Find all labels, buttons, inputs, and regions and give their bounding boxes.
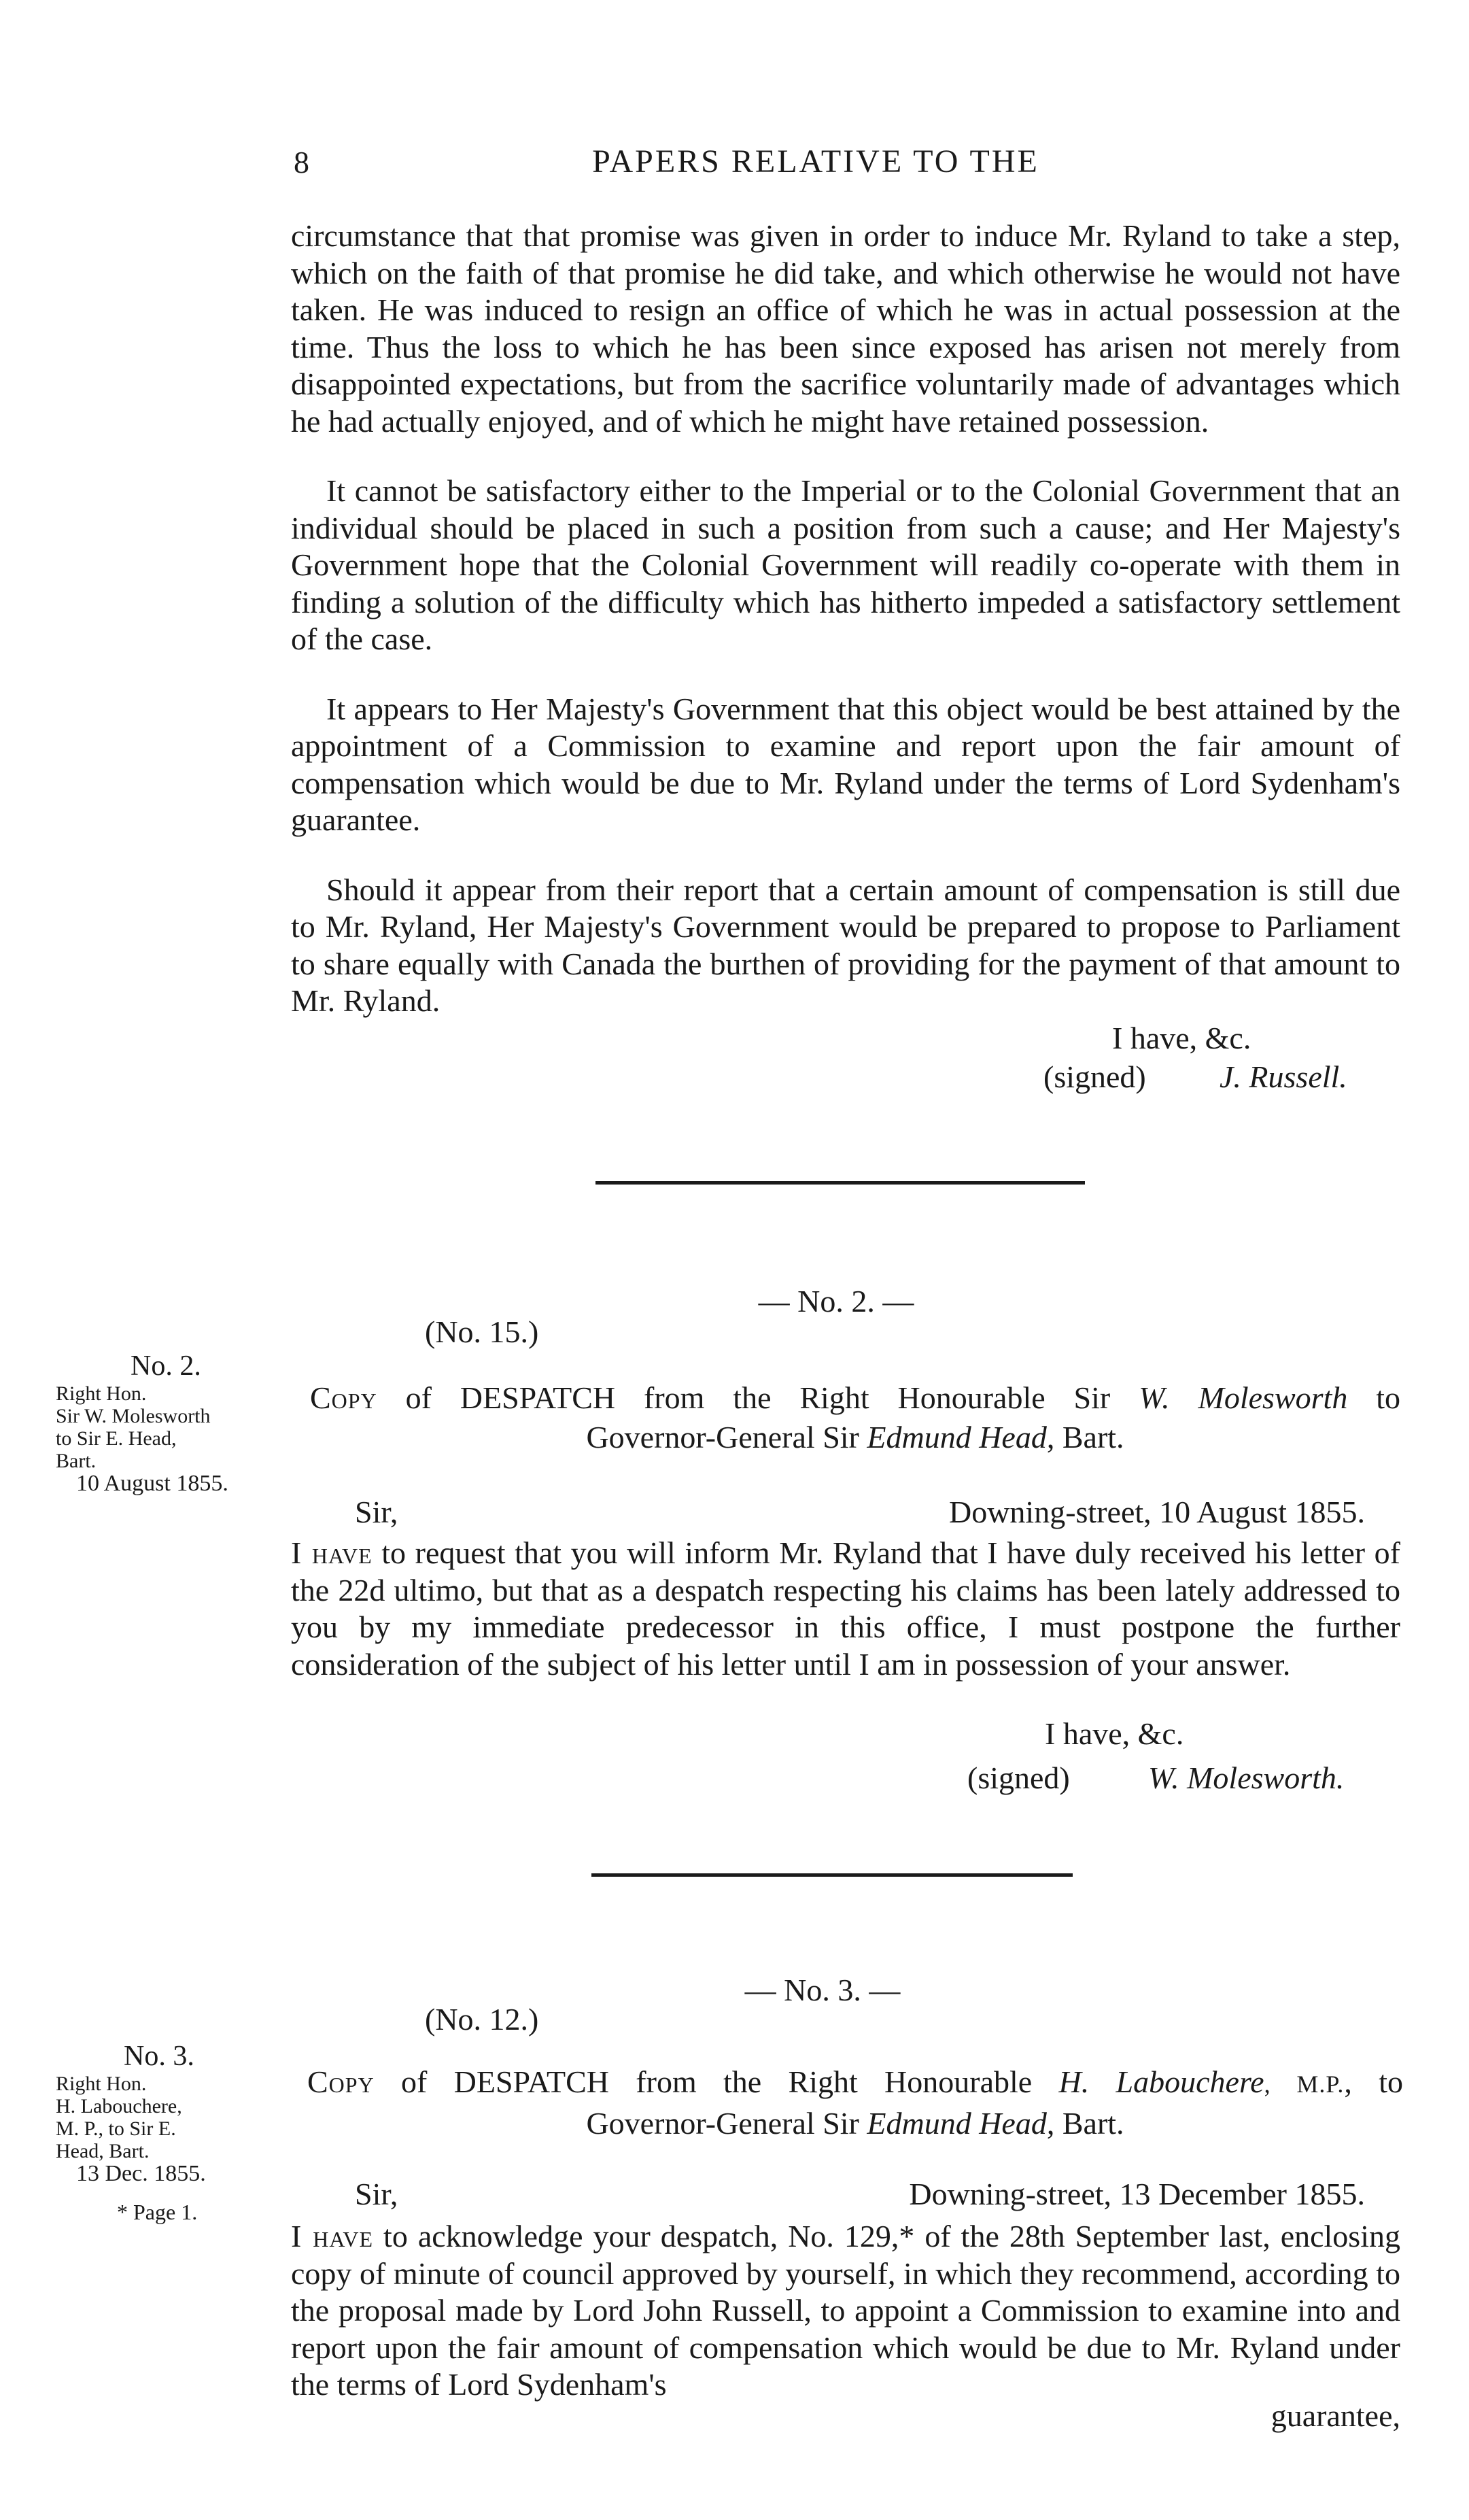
title-text: to [1347,1380,1400,1415]
title-name: Edmund Head [867,1420,1047,1454]
signed-label: (signed) [1043,1059,1146,1094]
margin-line: to Sir E. Head, [56,1427,177,1450]
margin-line: Sir W. Molesworth [56,1405,211,1427]
lead-in: I have [291,2219,374,2253]
despatch-number: (No. 15.) [425,1314,539,1349]
despatch-title [307,2062,1403,2143]
despatch-body [291,2218,1400,2404]
section-heading: — No. 2. — [758,1284,914,1318]
margin-line: Head, Bart. [56,2140,150,2162]
section-rule [591,1873,1073,1877]
margin-note [56,1350,287,1495]
despatch-title [310,1378,1400,1457]
margin-date: 13 Dec. 1855. [76,2161,206,2186]
place-date: Downing-street, 13 December 1855. [909,2177,1365,2211]
closing: I have, &c. [1112,1021,1251,1055]
margin-footnote: * Page 1. [117,2200,198,2224]
margin-line: Right Hon. [56,2073,147,2095]
despatch-body [291,1535,1400,1683]
title-text: of DESPATCH from the Right Honourable Sir [377,1380,1139,1415]
copy-label: Copy [310,1380,377,1415]
title-name: H. Labouchere [1058,2064,1264,2099]
closing: I have, &c. [1045,1716,1184,1751]
margin-date: 10 August 1855. [76,1471,228,1496]
place-date: Downing-street, 10 August 1855. [948,1495,1365,1529]
paragraph: It cannot be satisfactory either to the Imperial or to the Colonial Government that an individual should be placed in such a position from such a cause; and Her Majesty's Government hope that the Colonial Government will readily co-operate with them in finding a solution of the difficulty which has hitherto impeded a satisfactory settlement of the case. [291,473,1400,656]
paragraph: circumstance that that promise was given in order to induce Mr. Ryland to take a step, which on the faith of that promise he did take, and which otherwise he would not have taken. He was induced to resign an office of which he was in actual possession at the time. Thus the loss to which he has been since exposed has arisen not merely from disappointed expectations, but from the sacrifice voluntarily made of advantages which he had actually enjoyed, and of which he might have retained possession. [291,218,1400,439]
lead-in: I have [291,1535,373,1570]
paragraph: Should it appear from their report that a certain amount of compensation is still due to Mr. Ryland, Her Majesty's Government would be prepared to propose to Parliament to share equally with Canada the burthen of providing for the payment of that amount to Mr. Ryland. [291,872,1400,1018]
paragraph: It appears to Her Majesty's Government that this object would be best attained by the appointment of a Commission to examine and report upon the fair amount of compensation which would be due to Mr. Ryland under the terms of Lord Sydenham's guarantee. [291,691,1400,837]
section-rule [595,1181,1085,1185]
title-name: Edmund Head [867,2106,1047,2141]
margin-note [56,2040,287,2224]
signature: J. Russell. [1220,1059,1347,1094]
title-text: Governor-General Sir [586,1420,867,1454]
margin-number: No. 2. [131,1350,201,1382]
running-title: PAPERS RELATIVE TO THE [592,143,1039,180]
salutation: Sir, [355,2177,398,2211]
margin-line: Bart. [56,1450,97,1472]
title-text: of DESPATCH from the Right Honourable [374,2064,1059,2099]
catchword: guarantee, [1271,2398,1400,2433]
copy-label: Copy [307,2064,375,2099]
title-name: W. Molesworth [1139,1380,1348,1415]
signature: W. Molesworth. [1148,1760,1345,1795]
title-text: , Bart. [1046,2106,1124,2141]
margin-number: No. 3. [124,2041,194,2072]
letter1-body [291,218,1400,1020]
title-text: , M.P. [1264,2071,1345,2098]
signed-label: (signed) [967,1760,1070,1795]
body-text: to acknowledge your despatch, No. 129,* of the 28th September last, enclosing copy of minute of council approved by yourself, in which they recommend, according to the proposal made by Lord John Russell, to appoint a Commission to examine into and report upon the fair amount of compensation which would be due to Mr. Ryland under the terms of Lord Sydenham's [291,2219,1400,2402]
margin-line: H. Labouchere, [56,2095,182,2117]
title-text: , to [1344,2064,1404,2099]
salutation: Sir, [355,1495,398,1529]
title-text: , Bart. [1046,1420,1124,1454]
page-number: 8 [294,145,309,180]
margin-line: M. P., to Sir E. [56,2117,176,2140]
margin-line: Right Hon. [56,1382,147,1405]
title-text: Governor-General Sir [586,2106,867,2141]
body-text: to request that you will inform Mr. Ryland that I have duly received his letter of the 22d ultimo, but that as a despatch respecting his claims has been lately addressed to you by my immediate predecessor in this office, I must postpone the further consideration of the subject of his letter until I am in possession of your answer. [291,1535,1400,1682]
section-heading: — No. 3. — [744,1973,901,2007]
despatch-number: (No. 12.) [425,2002,539,2037]
